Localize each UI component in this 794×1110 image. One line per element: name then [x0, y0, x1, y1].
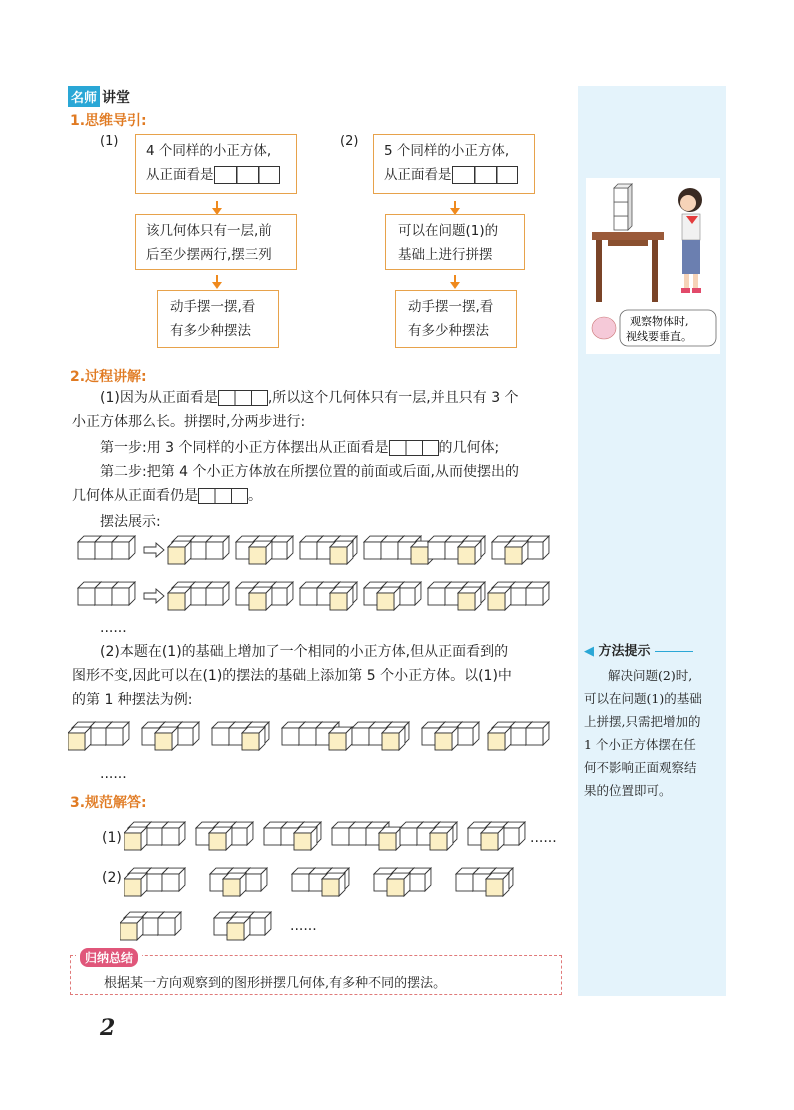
section-title-3: 3.规范解答:	[70, 795, 147, 811]
illustration-svg	[586, 178, 720, 354]
ellipsis: ......	[290, 918, 317, 934]
flow-right-line-3: 可以在问题(1)的	[398, 223, 499, 239]
tip-line: 可以在问题(1)的基础	[584, 691, 702, 706]
tip-title: 方法提示	[598, 644, 651, 659]
cube	[176, 722, 199, 745]
bubble-line-2: 视线要垂直。	[626, 330, 692, 343]
arrangements-row-3	[68, 716, 568, 756]
cube	[458, 541, 481, 564]
mascot-icon	[592, 317, 616, 339]
tip-chevron-icon: ◀	[584, 644, 594, 659]
flow-left-line-3: 该几何体只有一层,前	[146, 223, 272, 239]
table-leg	[652, 240, 658, 302]
explain-text: 几何体从正面看仍是	[72, 488, 198, 504]
cube	[124, 873, 147, 896]
cube	[502, 822, 525, 845]
cube	[112, 536, 135, 559]
cube	[249, 541, 272, 564]
cube	[456, 722, 479, 745]
cube	[486, 873, 509, 896]
arrangements-row-2	[74, 578, 564, 616]
cube	[481, 827, 504, 850]
explain-para-4a: (2)本题在(1)的基础上增加了一个相同的小正方体,但从正面看到的	[100, 644, 509, 660]
explain-text: 。	[248, 488, 262, 504]
flow-right-line-5: 动手摆一摆,看	[408, 299, 494, 315]
ellipsis: ......	[100, 766, 127, 782]
flow-right-number: (2)	[340, 134, 359, 149]
cube	[270, 536, 293, 559]
flow-left-line-2: 从正面看是	[146, 167, 214, 183]
cube	[330, 541, 353, 564]
tip-header	[584, 640, 693, 659]
explain-text: 第一步:用 3 个同样的小正方体摆出从正面看是	[100, 440, 389, 456]
cube	[526, 582, 549, 605]
answer-1-row	[124, 818, 534, 856]
arrangements-row-1	[74, 532, 564, 570]
answer-1-label: (1)	[102, 830, 122, 846]
section-title-2: 2.过程讲解:	[70, 369, 147, 385]
explain-para-1a	[100, 386, 519, 410]
explain-para-3b	[72, 484, 262, 508]
explain-para-3a: 第二步:把第 4 个小正方体放在所摆位置的前面或后面,从而使摆出的	[100, 464, 519, 480]
cube	[162, 868, 185, 891]
cube	[329, 727, 352, 750]
cube	[330, 587, 353, 610]
cube	[248, 912, 271, 935]
explain-para-2	[100, 436, 499, 460]
flow-left-line-5: 动手摆一摆,看	[170, 299, 256, 315]
tip-line: 解决问题(2)时,	[608, 668, 693, 683]
flow-right-box-2	[385, 214, 525, 270]
cube	[505, 541, 528, 564]
tip-line: 果的位置即可。	[584, 783, 672, 798]
cube	[206, 582, 229, 605]
explain-text: 的几何体;	[438, 440, 500, 456]
answer-2-row-2	[120, 906, 300, 948]
cube	[398, 582, 421, 605]
page-number: 2	[100, 1015, 116, 1041]
lesson-header	[68, 86, 130, 107]
cube	[227, 917, 250, 940]
front-view-3-squares	[452, 166, 518, 184]
cube	[377, 587, 400, 610]
flow-right-box-3	[395, 290, 517, 348]
flow-left-line-4: 后至少摆两行,摆三列	[146, 247, 272, 263]
cube	[244, 868, 267, 891]
tip-line: 1 个小正方体摆在任	[584, 737, 696, 752]
front-view-3-squares	[214, 166, 280, 184]
flow-left-box-1	[135, 134, 297, 194]
cube	[379, 827, 402, 850]
flow-left-line-6: 有多少种摆法	[170, 323, 251, 339]
cube	[387, 873, 410, 896]
answer-2-label: (2)	[102, 870, 122, 886]
answer-2-row-1	[124, 862, 534, 904]
table-apron	[608, 240, 648, 246]
cube	[526, 536, 549, 559]
ellipsis: ......	[530, 830, 557, 846]
girl-figure	[678, 188, 702, 293]
cube	[242, 727, 265, 750]
tip-underline	[655, 651, 693, 652]
tip-line: 上拼摆,只需把增加的	[584, 714, 701, 729]
explain-text: ,所以这个几何体只有一层,并且只有 3 个	[267, 390, 519, 406]
cube	[168, 541, 191, 564]
summary-text: 根据某一方向观察到的图形拼摆几何体,有多种不同的摆法。	[104, 976, 447, 991]
cube	[430, 827, 453, 850]
cube	[408, 868, 431, 891]
explain-para-4b: 图形不变,因此可以在(1)的摆法的基础上添加第 5 个小正方体。以(1)中	[72, 668, 512, 684]
cube	[112, 582, 135, 605]
flow-left-number: (1)	[100, 134, 119, 149]
show-label: 摆法展示:	[100, 514, 161, 530]
arrow-icon	[144, 543, 164, 557]
summary-tag-label: 归纳总结	[80, 948, 138, 967]
front-view-3-squares	[218, 390, 268, 406]
flow-left-line-1: 4 个同样的小正方体,	[146, 143, 272, 159]
cube	[322, 873, 345, 896]
explain-text: (1)因为从正面看是	[100, 390, 218, 406]
cube	[106, 722, 129, 745]
cube	[458, 587, 481, 610]
flow-arrow	[450, 282, 460, 289]
cube	[270, 582, 293, 605]
cube-stack	[614, 184, 632, 230]
tip-text	[584, 664, 724, 802]
cube	[168, 587, 191, 610]
cube	[206, 536, 229, 559]
flow-right-box-1	[373, 134, 535, 194]
cube	[124, 827, 147, 850]
table-top	[592, 232, 664, 240]
cube	[162, 822, 185, 845]
cube	[435, 727, 458, 750]
flow-left-box-3	[157, 290, 279, 348]
cube	[294, 827, 317, 850]
tip-line: 何不影响正面观察结	[584, 760, 697, 775]
front-view-3-squares	[198, 488, 248, 504]
explain-para-1b: 小正方体那么长。拼摆时,分两步进行:	[72, 414, 306, 430]
flow-right-line-6: 有多少种摆法	[408, 323, 489, 339]
cube	[230, 822, 253, 845]
flow-arrow	[212, 282, 222, 289]
cube	[249, 587, 272, 610]
bubble-line-1: 观察物体时,	[630, 315, 689, 328]
cube	[209, 827, 232, 850]
header-text: 讲堂	[102, 90, 131, 106]
cube	[155, 727, 178, 750]
front-view-3-squares	[389, 440, 439, 456]
arrow-icon	[144, 589, 164, 603]
flow-right-line-1: 5 个同样的小正方体,	[384, 143, 510, 159]
cube	[120, 917, 143, 940]
table-leg	[596, 240, 602, 302]
explain-para-4c: 的第 1 种摆法为例:	[72, 692, 193, 708]
cube	[68, 727, 91, 750]
header-tag: 名师	[68, 86, 100, 107]
flow-right-line-4: 基础上进行拼摆	[398, 247, 493, 263]
cube	[158, 912, 181, 935]
cube	[488, 727, 511, 750]
summary-tag	[76, 948, 142, 967]
cube	[382, 727, 405, 750]
cube	[223, 873, 246, 896]
cube	[488, 587, 511, 610]
flow-left-box-2	[135, 214, 297, 270]
section-title-1: 1.思维导引:	[70, 113, 147, 129]
cube	[526, 722, 549, 745]
flow-right-line-2: 从正面看是	[384, 167, 452, 183]
ellipsis: ......	[100, 620, 127, 636]
illustration-girl-table	[586, 178, 720, 354]
